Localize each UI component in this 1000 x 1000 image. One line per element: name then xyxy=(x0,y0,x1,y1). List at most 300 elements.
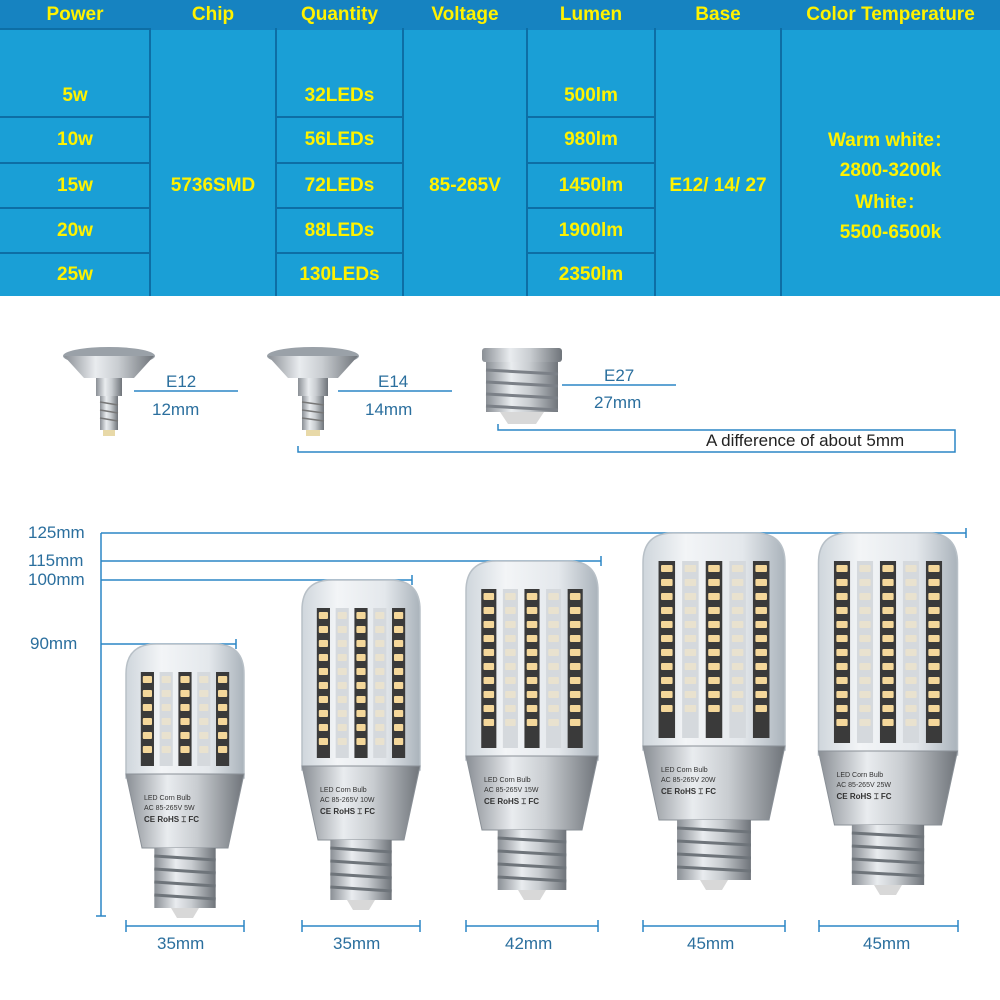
led-chip xyxy=(708,691,720,698)
led-chip xyxy=(548,691,559,698)
led-chip xyxy=(570,663,581,670)
led-chip xyxy=(836,565,847,572)
bulb-label-line1: LED Corn Bulb xyxy=(484,777,531,784)
e27-label: E27 xyxy=(604,366,635,385)
led-chip xyxy=(859,719,870,726)
led-chip xyxy=(570,607,581,614)
led-chip xyxy=(162,732,171,739)
led-chip xyxy=(570,719,581,726)
led-chip xyxy=(732,607,744,614)
led-chip xyxy=(708,565,720,572)
led-chip xyxy=(905,635,916,642)
led-chip xyxy=(570,593,581,600)
led-chip xyxy=(527,719,538,726)
height-115mm: 115mm xyxy=(28,551,84,570)
led-chip xyxy=(218,704,227,711)
led-chip xyxy=(218,732,227,739)
led-chip xyxy=(732,663,744,670)
led-chip xyxy=(548,621,559,628)
led-chip xyxy=(143,718,152,725)
led-chip xyxy=(484,635,495,642)
led-chip xyxy=(218,718,227,725)
led-chip xyxy=(505,719,516,726)
led-chip xyxy=(882,649,893,656)
height-100mm: 100mm xyxy=(28,570,85,589)
led-chip xyxy=(905,593,916,600)
led-chip xyxy=(180,676,189,683)
corn-bulb-4 xyxy=(643,533,785,890)
led-chip xyxy=(338,654,347,661)
white-label: White： xyxy=(855,192,926,213)
led-chip xyxy=(548,593,559,600)
led-chip xyxy=(859,635,870,642)
led-chip xyxy=(836,677,847,684)
led-chip xyxy=(570,649,581,656)
led-chip xyxy=(928,565,939,572)
led-chip xyxy=(882,607,893,614)
led-chip xyxy=(505,705,516,712)
bulb-label-line1: LED Corn Bulb xyxy=(144,795,191,802)
header-color-temperature: Color Temperature xyxy=(806,4,975,25)
led-chip xyxy=(505,677,516,684)
led-chip xyxy=(708,649,720,656)
led-chip xyxy=(708,663,720,670)
led-chip xyxy=(836,593,847,600)
led-chip xyxy=(375,626,384,633)
led-chip xyxy=(143,746,152,753)
led-chip xyxy=(338,640,347,647)
led-chip xyxy=(218,746,227,753)
led-chip xyxy=(882,635,893,642)
led-chip xyxy=(661,677,673,684)
led-chip xyxy=(394,612,403,619)
led-chip xyxy=(661,621,673,628)
header-voltage: Voltage xyxy=(431,4,499,25)
led-chip xyxy=(661,691,673,698)
led-chip xyxy=(755,649,767,656)
led-chip xyxy=(180,732,189,739)
led-chip xyxy=(928,635,939,642)
led-chip xyxy=(199,676,208,683)
led-chip xyxy=(905,705,916,712)
led-chip xyxy=(928,621,939,628)
led-chip xyxy=(755,705,767,712)
led-chip xyxy=(394,738,403,745)
e27-base-icon xyxy=(482,348,562,424)
led-chip xyxy=(928,705,939,712)
led-chip xyxy=(732,705,744,712)
led-chip xyxy=(661,705,673,712)
led-chip xyxy=(548,677,559,684)
led-chip xyxy=(708,579,720,586)
led-chip xyxy=(570,705,581,712)
led-chip xyxy=(661,649,673,656)
led-chip xyxy=(319,724,328,731)
led-chip xyxy=(484,705,495,712)
led-chip xyxy=(319,682,328,689)
led-chip xyxy=(755,565,767,572)
led-chip xyxy=(732,649,744,656)
led-chip xyxy=(882,677,893,684)
e27-size: 27mm xyxy=(594,393,642,412)
led-chip xyxy=(882,621,893,628)
header-base: Base xyxy=(695,4,741,25)
led-chip xyxy=(859,593,870,600)
led-chip xyxy=(319,626,328,633)
power-5w: 5w xyxy=(62,85,88,106)
bulb-label-line2: AC 85-265V 15W xyxy=(484,787,539,794)
led-chip xyxy=(394,724,403,731)
led-chip xyxy=(755,621,767,628)
led-chip xyxy=(755,663,767,670)
led-chip xyxy=(661,635,673,642)
led-chip xyxy=(548,719,559,726)
led-chip xyxy=(685,691,697,698)
base-value: E12/ 14/ 27 xyxy=(669,175,767,196)
led-chip xyxy=(928,677,939,684)
led-chip xyxy=(394,640,403,647)
led-chip xyxy=(928,649,939,656)
led-chip xyxy=(162,704,171,711)
led-chip xyxy=(755,677,767,684)
bulb-label-line3: CE RoHS ⌶ FC xyxy=(320,807,376,816)
led-chip xyxy=(199,704,208,711)
led-chip xyxy=(905,663,916,670)
led-chip xyxy=(143,690,152,697)
led-chip xyxy=(882,705,893,712)
bulb-label-line2: AC 85-265V 25W xyxy=(836,782,891,789)
led-chip xyxy=(356,724,365,731)
led-chip xyxy=(527,607,538,614)
lumen-1450: 1450lm xyxy=(558,175,624,196)
led-chip xyxy=(548,663,559,670)
bulb-contact-tip xyxy=(171,908,199,918)
bulb-label-line3: CE RoHS ⌶ FC xyxy=(661,787,717,796)
led-chip xyxy=(905,649,916,656)
led-chip xyxy=(505,607,516,614)
led-chip xyxy=(199,732,208,739)
led-chip xyxy=(394,626,403,633)
power-15w: 15w xyxy=(57,175,93,196)
led-chip xyxy=(394,654,403,661)
bulb-label-line1: LED Corn Bulb xyxy=(320,787,367,794)
led-chip xyxy=(859,621,870,628)
led-chip xyxy=(708,677,720,684)
led-chip xyxy=(199,718,208,725)
led-chip xyxy=(527,705,538,712)
led-chip xyxy=(836,635,847,642)
height-125mm: 125mm xyxy=(28,523,85,542)
led-chip xyxy=(570,621,581,628)
power-20w: 20w xyxy=(57,220,93,241)
voltage-value: 85-265V xyxy=(429,175,501,196)
bulb-label-line2: AC 85-265V 5W xyxy=(144,805,195,812)
led-chip xyxy=(836,579,847,586)
led-chip xyxy=(859,677,870,684)
led-chip xyxy=(356,654,365,661)
led-chip xyxy=(338,626,347,633)
led-chip xyxy=(484,719,495,726)
led-chip xyxy=(859,649,870,656)
bulb-label-line2: AC 85-265V 10W xyxy=(320,797,375,804)
led-chip xyxy=(708,635,720,642)
header-chip: Chip xyxy=(191,4,235,25)
lumen-980: 980lm xyxy=(564,129,618,150)
bulb-15w-width: 42mm xyxy=(505,934,553,953)
bulb-25w-width: 45mm xyxy=(863,934,911,953)
bulb-10w-width: 35mm xyxy=(333,934,381,953)
chip-value: 5736SMD xyxy=(170,175,256,196)
led-chip xyxy=(548,607,559,614)
led-chip xyxy=(859,663,870,670)
led-chip xyxy=(882,663,893,670)
led-chip xyxy=(319,654,328,661)
led-chip xyxy=(685,579,697,586)
led-chip xyxy=(356,710,365,717)
corn-bulb-5 xyxy=(819,533,958,895)
led-chip xyxy=(685,663,697,670)
led-chip xyxy=(356,640,365,647)
base-difference-note: A difference of about 5mm xyxy=(706,431,905,450)
led-chip xyxy=(180,704,189,711)
led-chip xyxy=(484,593,495,600)
lumen-500: 500lm xyxy=(564,85,618,106)
led-chip xyxy=(484,677,495,684)
bulb-label-line2: AC 85-265V 20W xyxy=(661,777,716,784)
led-chip xyxy=(732,621,744,628)
led-chip xyxy=(527,677,538,684)
bulb-label-line1: LED Corn Bulb xyxy=(661,767,708,774)
e14-size: 14mm xyxy=(365,400,413,419)
quantity-88: 88LEDs xyxy=(304,220,375,241)
led-chip xyxy=(180,718,189,725)
led-chip xyxy=(162,690,171,697)
e12-size: 12mm xyxy=(152,400,200,419)
led-chip xyxy=(162,676,171,683)
led-chip xyxy=(375,738,384,745)
bulb-contact-tip xyxy=(874,885,902,895)
led-chip xyxy=(685,621,697,628)
bulbs-layer xyxy=(126,533,958,918)
led-chip xyxy=(527,635,538,642)
led-chip xyxy=(505,593,516,600)
led-chip xyxy=(732,565,744,572)
led-chip xyxy=(882,565,893,572)
led-chip xyxy=(356,696,365,703)
led-chip xyxy=(319,710,328,717)
led-chip xyxy=(708,607,720,614)
led-chip xyxy=(527,691,538,698)
led-chip xyxy=(375,696,384,703)
led-chip xyxy=(570,691,581,698)
bulb-5w-width: 35mm xyxy=(157,934,205,953)
led-chip xyxy=(375,710,384,717)
led-chip xyxy=(732,579,744,586)
led-chip xyxy=(685,635,697,642)
led-chip xyxy=(905,607,916,614)
led-chip xyxy=(755,593,767,600)
power-25w: 25w xyxy=(57,264,93,285)
led-chip xyxy=(527,649,538,656)
led-chip xyxy=(685,677,697,684)
led-chip xyxy=(394,668,403,675)
header-quantity: Quantity xyxy=(300,4,379,25)
bulb-contact-tip xyxy=(518,890,546,900)
led-chip xyxy=(338,612,347,619)
led-chip xyxy=(143,704,152,711)
led-chip xyxy=(338,682,347,689)
led-chip xyxy=(527,663,538,670)
led-chip xyxy=(708,593,720,600)
led-chip xyxy=(505,621,516,628)
height-90mm: 90mm xyxy=(30,634,78,653)
led-chip xyxy=(882,579,893,586)
led-chip xyxy=(928,607,939,614)
led-chip xyxy=(394,696,403,703)
led-chip xyxy=(199,690,208,697)
led-chip xyxy=(505,691,516,698)
led-chip xyxy=(859,691,870,698)
led-chip xyxy=(882,691,893,698)
led-chip xyxy=(928,719,939,726)
led-chip xyxy=(882,593,893,600)
led-chip xyxy=(162,746,171,753)
bulb-label-line3: CE RoHS ⌶ FC xyxy=(144,815,200,824)
led-chip xyxy=(218,676,227,683)
bulb-20w-width: 45mm xyxy=(687,934,735,953)
led-chip xyxy=(338,738,347,745)
led-chip xyxy=(484,621,495,628)
lumen-2350: 2350lm xyxy=(558,264,624,285)
bulb-label-line1: LED Corn Bulb xyxy=(836,772,884,779)
led-chip xyxy=(548,705,559,712)
led-chip xyxy=(836,705,847,712)
led-chip xyxy=(394,682,403,689)
led-chip xyxy=(505,663,516,670)
e12-label: E12 xyxy=(166,372,197,391)
quantity-130: 130LEDs xyxy=(299,264,380,285)
led-chip xyxy=(484,663,495,670)
bulb-label-line3: CE RoHS ⌶ FC xyxy=(484,797,540,806)
led-chip xyxy=(548,635,559,642)
led-chip xyxy=(375,668,384,675)
corn-bulb-3 xyxy=(466,561,598,900)
warm-white-label: Warm white： xyxy=(828,130,953,151)
bulb-contact-tip xyxy=(700,880,728,890)
led-chip xyxy=(708,621,720,628)
led-chip xyxy=(685,593,697,600)
led-chip xyxy=(928,579,939,586)
led-chip xyxy=(338,724,347,731)
quantity-56: 56LEDs xyxy=(304,129,375,150)
led-chip xyxy=(319,668,328,675)
led-chip xyxy=(905,677,916,684)
led-chip xyxy=(661,593,673,600)
led-chip xyxy=(548,649,559,656)
led-chip xyxy=(685,649,697,656)
led-chip xyxy=(928,593,939,600)
led-chip xyxy=(732,635,744,642)
led-chip xyxy=(180,746,189,753)
led-chip xyxy=(859,607,870,614)
quantity-32: 32LEDs xyxy=(304,85,375,106)
led-chip xyxy=(836,649,847,656)
led-chip xyxy=(338,668,347,675)
led-chip xyxy=(708,705,720,712)
led-chip xyxy=(732,691,744,698)
led-chip xyxy=(570,677,581,684)
corn-bulb-2 xyxy=(302,580,420,910)
led-chip xyxy=(162,718,171,725)
led-chip xyxy=(661,565,673,572)
led-chip xyxy=(319,612,328,619)
led-chip xyxy=(338,696,347,703)
led-chip xyxy=(928,691,939,698)
led-chip xyxy=(905,565,916,572)
led-chip xyxy=(905,719,916,726)
led-chip xyxy=(570,635,581,642)
led-chip xyxy=(484,607,495,614)
led-chip xyxy=(319,696,328,703)
led-chip xyxy=(755,579,767,586)
led-chip xyxy=(905,621,916,628)
led-chip xyxy=(836,663,847,670)
led-chip xyxy=(905,579,916,586)
led-chip xyxy=(394,710,403,717)
led-chip xyxy=(505,649,516,656)
led-chip xyxy=(218,690,227,697)
led-chip xyxy=(836,691,847,698)
led-chip xyxy=(375,724,384,731)
led-chip xyxy=(928,663,939,670)
led-chip xyxy=(859,705,870,712)
led-chip xyxy=(732,677,744,684)
white-range: 5500-6500k xyxy=(839,222,942,243)
bulb-label-line3: CE RoHS ⌶ FC xyxy=(836,792,892,801)
led-chip xyxy=(685,565,697,572)
led-chip xyxy=(732,593,744,600)
corn-bulb-1 xyxy=(126,644,244,918)
led-chip xyxy=(685,607,697,614)
lumen-1900: 1900lm xyxy=(558,220,624,241)
led-chip xyxy=(661,607,673,614)
warm-white-range: 2800-3200k xyxy=(839,160,942,181)
header-lumen: Lumen xyxy=(559,4,623,25)
led-chip xyxy=(755,607,767,614)
led-chip xyxy=(527,593,538,600)
led-chip xyxy=(199,746,208,753)
led-chip xyxy=(143,732,152,739)
led-chip xyxy=(375,654,384,661)
led-chip xyxy=(882,719,893,726)
led-chip xyxy=(356,682,365,689)
led-chip xyxy=(859,579,870,586)
led-chip xyxy=(859,565,870,572)
led-chip xyxy=(375,682,384,689)
led-chip xyxy=(527,621,538,628)
led-chip xyxy=(484,649,495,656)
bulb-contact-tip xyxy=(347,900,375,910)
led-chip xyxy=(375,640,384,647)
led-chip xyxy=(661,579,673,586)
led-chip xyxy=(143,676,152,683)
led-chip xyxy=(319,640,328,647)
led-chip xyxy=(484,691,495,698)
led-chip xyxy=(661,663,673,670)
led-chip xyxy=(180,690,189,697)
led-chip xyxy=(375,612,384,619)
led-chip xyxy=(505,635,516,642)
